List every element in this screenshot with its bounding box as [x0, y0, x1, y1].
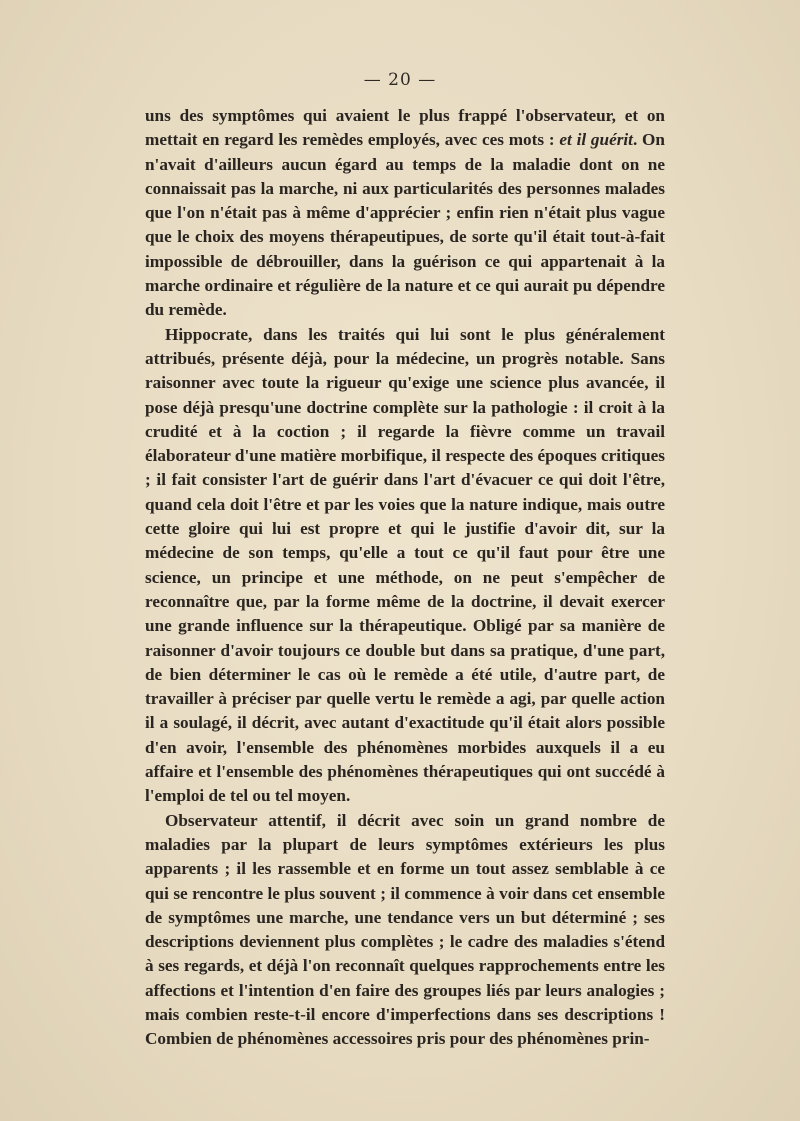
paragraph-3: Observateur attentif, il décrit avec soin un grand nombre de maladies par la plupart de leurs symptômes extérieurs les plus apparents ; il les rassemble et en forme un tout assez semblable à ce qui se rencontre le plus souvent ; il commence à voir dans cet ensemble de symptômes une marche, une tendance vers un but déterminé ; ses descriptions deviennent plus complètes ; le cadre des maladies s'étend à ses regards, et déjà l'on reconnaît quelques rapprochements entre les affections et l'intention d'en faire des groupes liés par leurs analogies ; mais combien reste-t-il encore d'imperfections dans ses descriptions ! Combien de phénomènes accessoires pris pour des phénomènes prin-: [145, 810, 665, 1049]
body-text: [145, 104, 665, 1052]
paragraph-1-text-start: uns des symptômes qui avaient le plus frappé l'observateur, et on mettait en regard les remèdes employés, avec ces mots :: [145, 106, 665, 150]
paragraph-1: [145, 104, 665, 323]
paragraph-1-italic-phrase: et il guérit: [559, 130, 633, 150]
page-number: — 20 —: [363, 70, 437, 90]
paragraph-2: Hippocrate, dans les traités qui lui sont le plus généralement attribués, présente déjà, pour la médecine, un progrès notable. Sans raisonner avec toute la rigueur qu'exige une science plus avancée, il pose déjà presqu'une doctrine complète sur la pathologie : il croit à la crudité et à la coction ; il regarde la fièvre comme un travail élaborateur d'une matière morbifique, il respecte des époques critiques ; il fait consister l'art de guérir dans l'art d'évacuer ce qui doit l'être, quand cela doit l'être et par les voies que la nature indique, mais outre cette gloire qui lui est propre et qui le justifie d'avoir dit, sur la médecine de son temps, qu'elle a tout ce qu'il faut pour être une science, un principe et une méthode, on ne peut s'empêcher de reconnaître que, par la forme même de la doctrine, il devait exercer une grande influence sur la thérapeutique. Obligé par sa manière de raisonner d'avoir toujours ce double but dans sa pratique, d'une part, de bien déterminer le cas où le remède a été utile, d'autre part, de travailler à préciser par quelle vertu le remède a agi, par quelle action il a soulagé, il décrit, avec autant d'exactitude qu'il était alors possible d'en avoir, l'ensemble des phénomènes morbides auxquels il a eu affaire et l'ensemble des phénomènes thérapeutiques qui ont succédé à l'emploi de tel ou tel moyen.: [145, 324, 665, 806]
paragraph-1-text-end: . On n'avait d'ailleurs aucun égard au temps de la maladie dont on ne connaissait pas la marche, ni aux particularités des personnes malades que l'on n'était pas à même d'apprécier ; enfin rien n'était plus vague que le choix des moyens thérapeutipues, de sorte qu'il était tout-à-fait impossible de débrouiller, dans la guérison ce qui appartenait à la marche ordinaire et régulière de la nature et ce qui aurait pu dépendre du remède.: [145, 130, 665, 320]
